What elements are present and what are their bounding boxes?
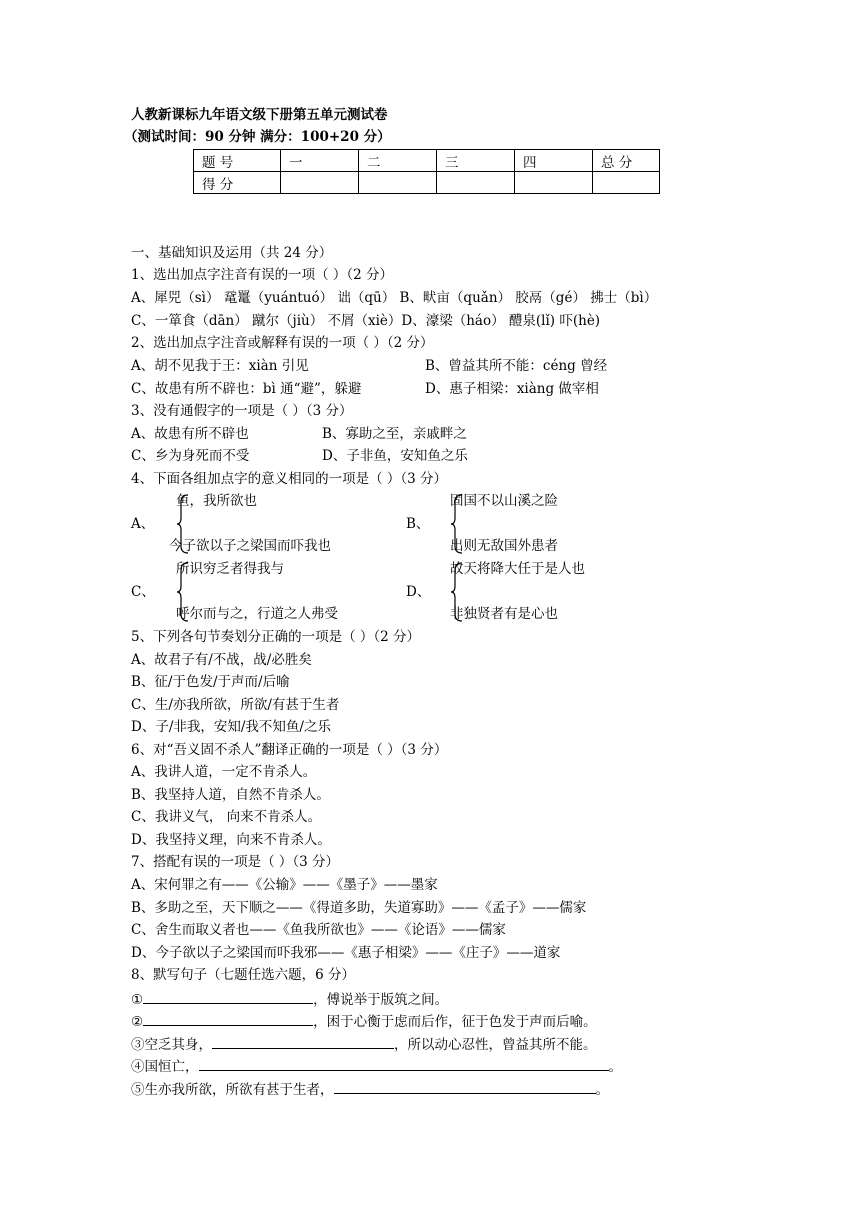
question-6-option-d: D、我坚持义理，向来不肯杀人。 xyxy=(131,832,331,848)
table-cell: 二 xyxy=(359,150,437,172)
dictation-prefix: ④国恒亡， xyxy=(131,1059,199,1075)
question-7-stem: 7、搭配有误的一项是（ ）（3 分） xyxy=(131,854,340,870)
table-cell: 三 xyxy=(437,150,515,172)
table-cell: 题 号 xyxy=(194,150,281,172)
dictation-item-4 xyxy=(131,1056,622,1076)
score-input-cell[interactable] xyxy=(593,172,660,194)
answer-blank[interactable] xyxy=(334,1079,596,1094)
question-3-option-c: C、乡为身死而不受 xyxy=(131,448,250,464)
question-6-option-a: A、我讲人道，一定不肯杀人。 xyxy=(131,764,317,780)
question-4-d-label: D、 xyxy=(406,584,431,600)
table-cell: 总 分 xyxy=(593,150,660,172)
dictation-suffix: ，傅说举于版筑之间。 xyxy=(313,992,449,1008)
score-table xyxy=(193,149,660,194)
question-6-option-b: B、我坚持人道，自然不肯杀人。 xyxy=(131,787,330,803)
question-1-options-cd: C、一箪食（dān） 蹴尔（jiù） 不屑（xiè）D、濠梁（háo） 醴泉(lǐ) 吓(hè) xyxy=(131,313,601,329)
question-3-stem: 3、没有通假字的一项是（ ）（3 分） xyxy=(131,403,353,419)
answer-blank[interactable] xyxy=(212,1034,394,1049)
score-input-cell[interactable] xyxy=(515,172,593,194)
question-5-stem: 5、下列各句节奏划分正确的一项是（ ）（2 分） xyxy=(131,629,421,645)
score-input-cell[interactable] xyxy=(437,172,515,194)
dictation-suffix: 。 xyxy=(608,1059,622,1075)
question-6-stem: 6、对“吾义固不杀人”翻译正确的一项是（ ）（3 分） xyxy=(131,742,448,758)
answer-blank[interactable] xyxy=(199,1056,609,1071)
question-4-d-line1: 故天将降大任于是人也 xyxy=(450,561,585,577)
question-5-option-a: A、故君子有/不战，战/必胜矣 xyxy=(131,652,312,668)
question-4-b-line1: 固国不以山溪之险 xyxy=(450,493,558,509)
question-4-c-line2: 呼尔而与之，行道之人弗受 xyxy=(176,606,338,622)
exam-title: 人教新课标九年语文级下册第五单元测试卷 xyxy=(131,107,388,123)
dictation-prefix: ⑤生亦我所欲，所欲有甚于生者， xyxy=(131,1082,334,1098)
dictation-item-5 xyxy=(131,1079,609,1099)
dictation-suffix: ，所以动心忍性，曾益其所不能。 xyxy=(394,1037,597,1053)
section-heading: 一、基础知识及运用（共 24 分） xyxy=(131,245,333,261)
dictation-suffix: ，困于心衡于虑而后作，征于色发于声而后喻。 xyxy=(313,1014,597,1030)
question-1-stem: 1、选出加点字注音有误的一项（ ）（2 分） xyxy=(131,267,394,283)
exam-subtitle: （测试时间：90 分钟 满分：100+20 分） xyxy=(124,129,391,145)
question-7-option-c: C、舍生而取义者也——《鱼我所欲也》——《论语》——儒家 xyxy=(131,922,506,938)
answer-blank[interactable] xyxy=(143,1011,313,1026)
question-4-a-label: A、 xyxy=(131,516,155,532)
score-input-cell[interactable] xyxy=(359,172,437,194)
question-4-c-line1: 所识穷乏者得我与 xyxy=(176,561,284,577)
question-3-option-a: A、故患有所不辟也 xyxy=(131,426,249,442)
question-2-stem: 2、选出加点字注音或解释有误的一项（ ）（2 分） xyxy=(131,335,434,351)
dictation-suffix: 。 xyxy=(595,1082,609,1098)
dictation-item-1 xyxy=(131,989,448,1009)
question-7-option-a: A、宋何罪之有——《公输》——《墨子》——墨家 xyxy=(131,877,438,893)
question-6-option-c: C、我讲义气， 向来不肯杀人。 xyxy=(131,809,322,825)
question-5-option-c: C、生/亦我所欲，所欲/有甚于生者 xyxy=(131,697,340,713)
question-3-option-d: D、子非鱼，安知鱼之乐 xyxy=(322,448,468,464)
score-table-header-row xyxy=(194,150,660,172)
question-2-option-c: C、故患有所不辟也：bì 通“避”，躲避 xyxy=(131,381,362,397)
question-5-option-b: B、征/于色发/于声而/后喻 xyxy=(131,674,290,690)
dictation-item-2 xyxy=(131,1011,597,1031)
question-5-option-d: D、子/非我，安知/我不知鱼/之乐 xyxy=(131,719,331,735)
dictation-prefix: ① xyxy=(131,992,144,1008)
question-2-option-b: B、曾益其所不能：céng 曾经 xyxy=(425,358,608,374)
question-1-options-ab: A、犀兕（sì） 鼋鼍（yuántuó） 诎（qū） B、畎亩（quǎn） 胶鬲（gé） 拂士（bì） xyxy=(131,290,658,306)
score-table-score-row xyxy=(194,172,660,194)
question-4-stem: 4、下面各组加点字的意义相同的一项是（ ）（3 分） xyxy=(131,471,448,487)
dictation-prefix: ② xyxy=(131,1014,144,1030)
question-4-b-line2: 出则无敌国外患者 xyxy=(450,538,558,554)
table-cell: 一 xyxy=(281,150,359,172)
question-4-a-line1: 鱼，我所欲也 xyxy=(176,493,257,509)
table-cell: 得 分 xyxy=(194,172,281,194)
question-8-stem: 8、默写句子（七题任选六题，6 分） xyxy=(131,967,355,983)
question-4-c-label: C、 xyxy=(131,584,155,600)
question-4-b-label: B、 xyxy=(406,516,430,532)
question-3-option-b: B、寡助之至，亲戚畔之 xyxy=(322,426,467,442)
question-4-a-line2: 今子欲以子之梁国而吓我也 xyxy=(169,538,331,554)
table-cell: 四 xyxy=(515,150,593,172)
question-2-option-a: A、胡不见我于王：xiàn 引见 xyxy=(131,358,309,374)
dictation-item-3 xyxy=(131,1034,597,1054)
question-4-d-line2: 非独贤者有是心也 xyxy=(450,606,558,622)
question-7-option-d: D、今子欲以子之梁国而吓我邪——《惠子相梁》——《庄子》——道家 xyxy=(131,945,561,961)
score-input-cell[interactable] xyxy=(281,172,359,194)
question-2-option-d: D、惠子相梁：xiàng 做宰相 xyxy=(425,381,599,397)
question-7-option-b: B、多助之至，天下顺之——《得道多助，失道寡助》——《孟子》——儒家 xyxy=(131,900,587,916)
dictation-prefix: ③空乏其身， xyxy=(131,1037,212,1053)
answer-blank[interactable] xyxy=(143,989,313,1004)
